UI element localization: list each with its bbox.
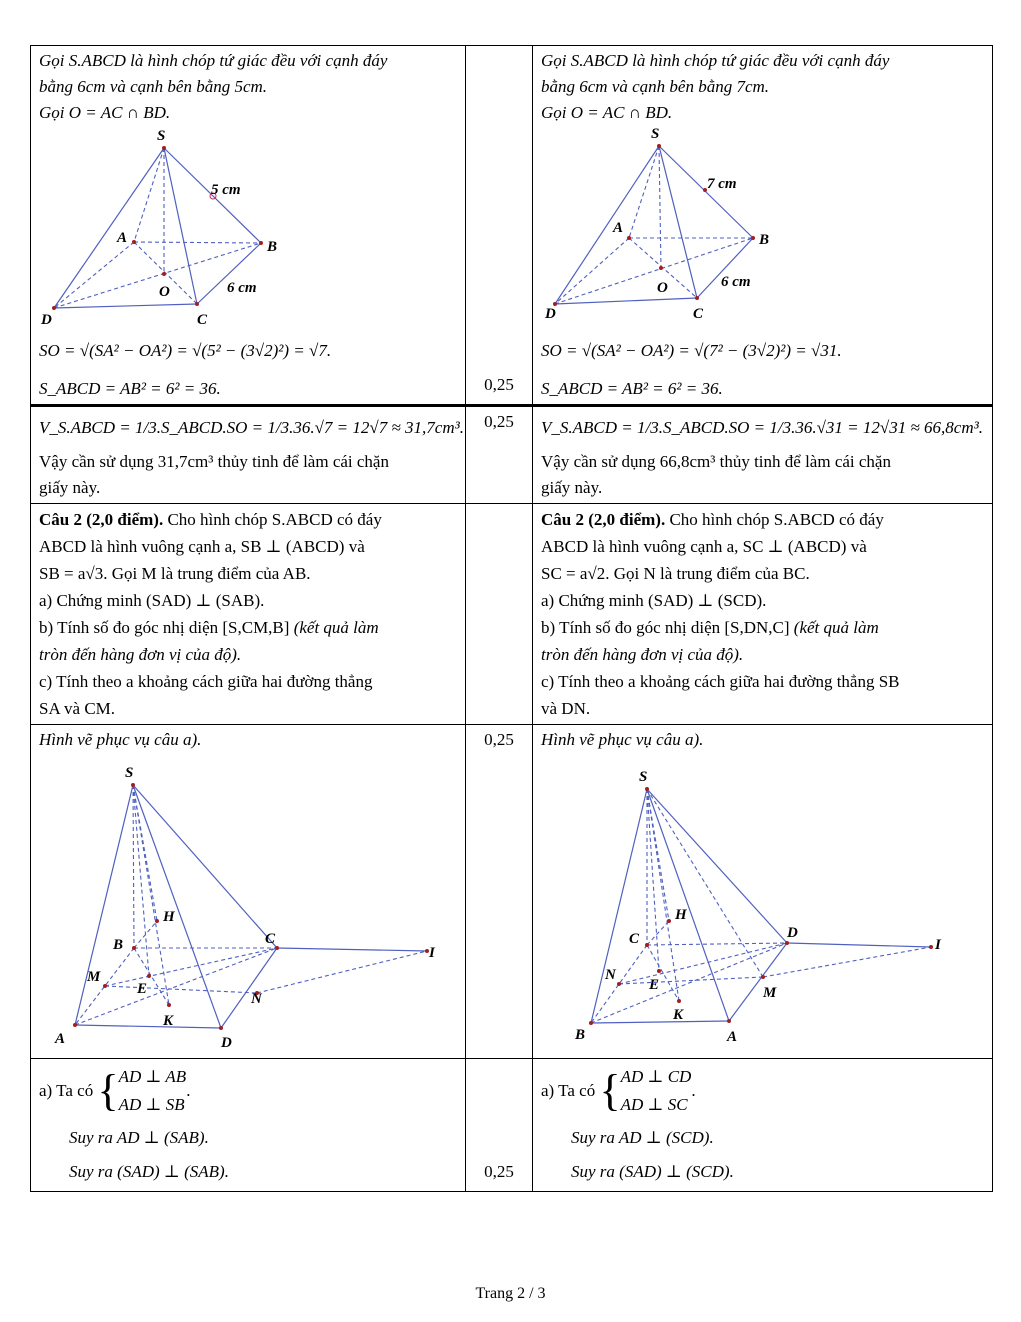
system-line: AD ⊥ AB xyxy=(118,1067,187,1086)
formula-SO: SO = √(SA² − OA²) = √(5² − (3√2)²) = √7. xyxy=(39,341,332,360)
pyramid-figure xyxy=(541,126,801,326)
text-line: giấy này. xyxy=(39,478,101,497)
score-cell: 0,25 xyxy=(466,1059,533,1192)
label-K: K xyxy=(163,1013,174,1029)
cell-left-1 xyxy=(31,46,466,406)
label-M: M xyxy=(763,985,777,1001)
text-line: Gọi O = AC ∩ BD. xyxy=(39,103,171,122)
conclusion-line: Suy ra AD ⊥ (SCD). xyxy=(571,1128,714,1147)
label-base: 6 cm xyxy=(227,280,257,296)
brace-icon: { xyxy=(599,1066,621,1115)
text-line: bằng 6cm và cạnh bên bằng 7cm. xyxy=(541,77,770,96)
label-edge: 7 cm xyxy=(707,176,737,192)
text-line: Vậy cần sử dụng 66,8cm³ thủy tinh để làm cái chặn xyxy=(541,452,891,471)
system-line: AD ⊥ CD xyxy=(620,1067,692,1086)
label-S: S xyxy=(651,126,660,142)
label-C: C xyxy=(197,312,208,326)
label-A: A xyxy=(613,220,624,236)
label-M: M xyxy=(87,969,101,985)
text-line: Gọi O = AC ∩ BD. xyxy=(541,103,673,122)
label-O: O xyxy=(159,284,170,300)
label-edge: 5 cm xyxy=(211,182,241,198)
label-B: B xyxy=(267,239,278,255)
label-D: D xyxy=(41,312,52,326)
figure-caption: Hình vẽ phục vụ câu a). xyxy=(541,730,704,749)
label-N: N xyxy=(251,991,262,1007)
label-B: B xyxy=(575,1027,586,1043)
text-line: ABCD là hình vuông cạnh a, SC ⊥ (ABCD) và xyxy=(541,537,867,556)
formula-volume: V_S.ABCD = 1/3.S_ABCD.SO = 1/3.36.√31 = 12√31 ≈ 66,8cm³. xyxy=(541,418,983,437)
label-I: I xyxy=(429,945,435,961)
label-A: A xyxy=(727,1029,738,1045)
formula-SO: SO = √(SA² − OA²) = √(7² − (3√2)²) = √31. xyxy=(541,341,842,360)
text-line: tròn đến hàng đơn vị của độ). xyxy=(39,645,242,664)
formula-volume: V_S.ABCD = 1/3.S_ABCD.SO = 1/3.36.√7 = 12√7 ≈ 31,7cm³. xyxy=(39,418,464,437)
page-footer: Trang 2 / 3 xyxy=(475,1285,546,1302)
score-cell xyxy=(466,504,533,725)
system-line: AD ⊥ SC xyxy=(620,1095,688,1114)
label-B: B xyxy=(113,937,124,953)
score-cell: 0,25 xyxy=(466,406,533,504)
label-O: O xyxy=(657,280,668,296)
text-line: a) Chứng minh (SAD) ⊥ (SAB). xyxy=(39,591,265,610)
cell-right-4 xyxy=(533,725,993,1059)
cell-left-5 xyxy=(31,1059,466,1192)
label-E: E xyxy=(649,977,660,993)
text-dot: . xyxy=(186,1081,191,1100)
label-K: K xyxy=(673,1007,684,1023)
label-D: D xyxy=(545,306,556,322)
row-1 xyxy=(31,46,993,406)
question-title: Câu 2 (2,0 điểm). xyxy=(541,510,666,529)
cell-right-3 xyxy=(533,504,993,725)
conclusion-line: Suy ra (SAD) ⊥ (SCD). xyxy=(571,1162,734,1181)
text-line: Gọi S.ABCD là hình chóp tứ giác đều với cạnh đáy xyxy=(39,51,388,70)
text-dot: . xyxy=(691,1081,696,1100)
system-line: AD ⊥ SB xyxy=(118,1095,185,1114)
text-line: Cho hình chóp S.ABCD có đáy xyxy=(163,510,382,529)
brace-icon: { xyxy=(97,1066,119,1115)
pyramid-figure xyxy=(39,126,299,326)
label-A: A xyxy=(55,1031,66,1047)
label-H: H xyxy=(675,907,687,923)
cell-left-4 xyxy=(31,725,466,1059)
text-line: SB = a√3. Gọi M là trung điểm của AB. xyxy=(39,564,311,583)
text-line: Vậy cần sử dụng 31,7cm³ thủy tinh để làm cái chặn xyxy=(39,452,389,471)
text-line: và DN. xyxy=(541,699,591,718)
text-line: tròn đến hàng đơn vị của độ). xyxy=(541,645,744,664)
label-S: S xyxy=(157,128,166,144)
conclusion-line: Suy ra AD ⊥ (SAB). xyxy=(69,1128,209,1147)
text-line: (kết quả làm xyxy=(793,618,879,637)
text-line: SA và CM. xyxy=(39,699,116,718)
label-D: D xyxy=(221,1035,232,1048)
text-lead: a) Ta có xyxy=(39,1081,94,1100)
cell-left-2 xyxy=(31,406,466,504)
cell-right-1 xyxy=(533,46,993,406)
label-H: H xyxy=(163,909,175,925)
text-line: c) Tính theo a khoảng cách giữa hai đường thẳng SB xyxy=(541,672,900,691)
pyramid-figure-2 xyxy=(39,753,457,1048)
cell-right-2 xyxy=(533,406,993,504)
text-line: b) Tính số đo góc nhị diện [S,DN,C] xyxy=(541,618,794,637)
row-2 xyxy=(31,406,993,504)
text-line: c) Tính theo a khoảng cách giữa hai đường thẳng xyxy=(39,672,373,691)
conclusion-line: Suy ra (SAD) ⊥ (SAB). xyxy=(69,1162,229,1181)
label-S: S xyxy=(125,765,134,781)
formula-area: S_ABCD = AB² = 6² = 36. xyxy=(39,379,221,398)
text-line: Gọi S.ABCD là hình chóp tứ giác đều với cạnh đáy xyxy=(541,51,890,70)
score-cell: 0,25 xyxy=(466,725,533,1059)
text-line: SC = a√2. Gọi N là trung điểm của BC. xyxy=(541,564,810,583)
row-3 xyxy=(31,504,993,725)
label-D: D xyxy=(787,925,798,941)
label-E: E xyxy=(137,981,148,997)
text-line: bằng 6cm và cạnh bên bằng 5cm. xyxy=(39,77,268,96)
label-N: N xyxy=(605,967,616,983)
label-C: C xyxy=(629,931,640,947)
answer-table xyxy=(30,45,993,1192)
row-4 xyxy=(31,725,993,1059)
question-title: Câu 2 (2,0 điểm). xyxy=(39,510,164,529)
figure-caption: Hình vẽ phục vụ câu a). xyxy=(39,730,202,749)
label-C: C xyxy=(265,931,276,947)
text-lead: a) Ta có xyxy=(541,1081,596,1100)
row-5 xyxy=(31,1059,993,1192)
label-I: I xyxy=(935,937,941,953)
label-A: A xyxy=(117,230,128,246)
text-line: (kết quả làm xyxy=(293,618,379,637)
label-B: B xyxy=(759,232,770,248)
label-C: C xyxy=(693,306,704,322)
formula-area: S_ABCD = AB² = 6² = 36. xyxy=(541,379,723,398)
label-S: S xyxy=(639,769,648,785)
text-line: ABCD là hình vuông cạnh a, SB ⊥ (ABCD) và xyxy=(39,537,365,556)
text-line: b) Tính số đo góc nhị diện [S,CM,B] xyxy=(39,618,294,637)
cell-left-3 xyxy=(31,504,466,725)
text-line: a) Chứng minh (SAD) ⊥ (SCD). xyxy=(541,591,767,610)
text-line: Cho hình chóp S.ABCD có đáy xyxy=(665,510,884,529)
pyramid-figure-2 xyxy=(541,753,981,1048)
label-base: 6 cm xyxy=(721,274,751,290)
text-line: giấy này. xyxy=(541,478,603,497)
cell-right-5 xyxy=(533,1059,993,1192)
score-cell: 0,25 xyxy=(466,46,533,406)
